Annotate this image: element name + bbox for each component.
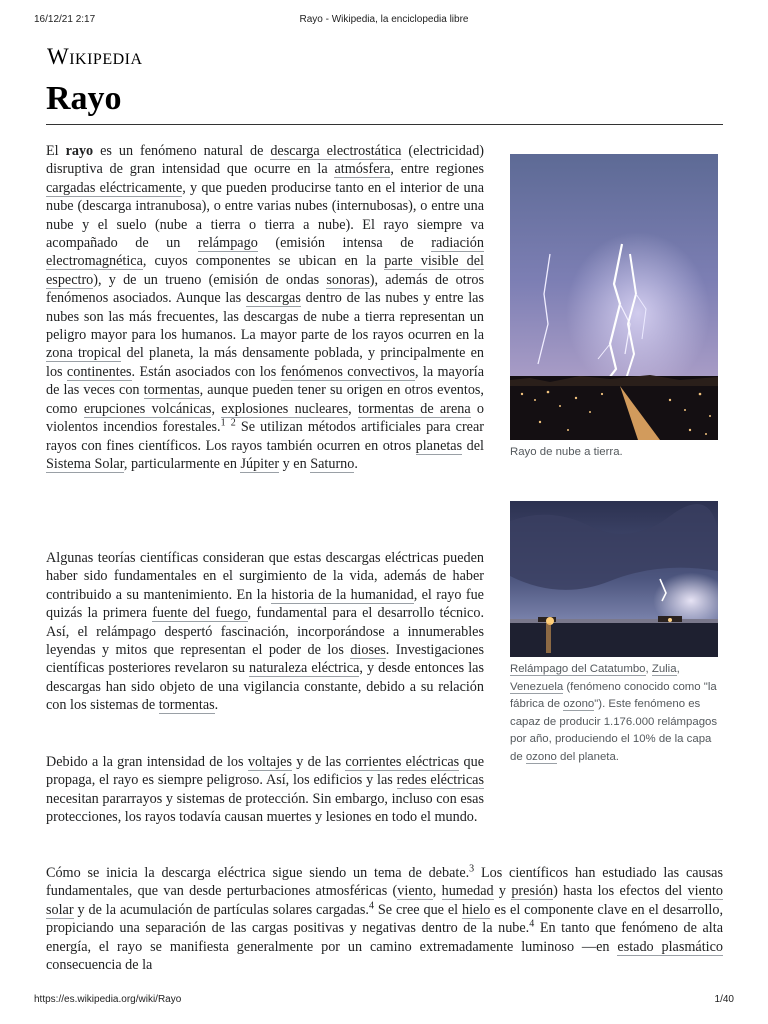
link-relampago-catatumbo[interactable]: Relámpago del Catatumbo: [510, 663, 646, 675]
print-date: 16/12/21 2:17: [34, 14, 96, 25]
figure1-caption: Rayo de nube a tierra.: [510, 446, 623, 458]
print-header: [34, 14, 734, 30]
link-erupciones-volcanicas[interactable]: erupciones volcánicas: [83, 400, 212, 417]
paragraph-history: Algunas teorías científicas consideran que estas descargas eléctricas pueden haber sido fundamentales en el surgimiento de la vida, además de haber contribuido a su mantenimiento. En la historia de la humanidad, el rayo fue quizás la primera fuente del fuego, fundamental para el desarrollo técnico. Así, el relámpago despertó fascinación, incorporándose a innumerables leyendas y mitos que representan el poder de los dioses. Investigaciones científicas posteriores revelaron su naturaleza eléctrica, y desde entonces las descargas han sido objeto de una vigilancia constante, debido a su relación con los sistemas de tormentas.: [46, 550, 485, 714]
lightning-city-image[interactable]: [510, 154, 718, 440]
link-continentes[interactable]: continentes: [66, 363, 132, 380]
link-viento-solar[interactable]: viento solar: [46, 883, 724, 918]
figure-relampago-catatumbo: [510, 501, 718, 767]
link-naturaleza-electrica[interactable]: naturaleza eléctrica: [249, 660, 360, 677]
link-saturno[interactable]: Saturno: [310, 455, 355, 472]
link-voltajes[interactable]: voltajes: [247, 754, 292, 770]
link-tormentas-de-arena[interactable]: tormentas de arena: [358, 400, 471, 417]
paragraph-intro: El rayo es un fenómeno natural de descarga electrostática (electricidad) disruptiva de gran intensidad que ocurre en la atmósfera, entre regiones cargadas eléctricamente, y que pueden producirse tanto en el interior de una nube (descarga intranubosa), o entre varias nubes (internubosas), o entre una nube y el suelo (nube a tierra o tierra a nube). El rayo siempre va acompañado de un relámpago (emisión intensa de radiación electromagnética, cuyos componentes se ubican en la parte visible del espectro), y de un trueno (emisión de ondas sonoras), además de otros fenómenos asociados. Aunque las descargas dentro de las nubes y entre las nubes son las más frecuentes, las descargas de nube a tierra representan un peligro mayor para los humanos. La mayor parte de los rayos ocurren en la zona tropical del planeta, la más densamente poblada, y principalmente en los continentes. Están asociados con los fenómenos convectivos, la mayoría de las veces con tormentas, aunque pueden tener su origen en otros eventos, como erupciones volcánicas, explosiones nucleares, tormentas de arena o violentos incendios forestales.$^1$ $^2$ Se utilizan métodos artificiales para crear rayos con fines científicos. Los rayos también ocurren en otros planetas del Sistema Solar, particularmente en Júpiter y en Saturno.: [46, 143, 485, 472]
print-url: https://es.wikipedia.org/wiki/Rayo: [34, 994, 182, 1005]
page-title: Rayo: [46, 80, 122, 117]
catatumbo-image[interactable]: [510, 501, 718, 657]
reference-1[interactable]: 1: [220, 417, 226, 429]
link-cargadas-electricamente[interactable]: cargadas eléctricamente: [46, 179, 183, 196]
link-explosiones-nucleares[interactable]: explosiones nucleares: [221, 400, 349, 417]
figure2-caption: Relámpago del Catatumbo, Zulia, Venezuela (fenómeno conocido como "la fábrica de ozono"). Este fenómeno es capaz de producir 1.176.000 relámpagos por año, produciendo el 10% de la capa de ozono del planeta.: [510, 663, 718, 763]
link-zulia[interactable]: Zulia: [651, 663, 677, 675]
paragraph-danger: Debido a la gran intensidad de los voltajes y de las corrientes eléctricas que propaga, el rayo es siempre peligroso. Así, los edificios y las redes eléctricas necesitan pararrayos y sistemas de protección. Sin embargo, incluso con esas protecciones, los rayos todavía causan muertes y lesiones en todo el mundo.: [46, 754, 484, 826]
link-corrientes-electricas[interactable]: corrientes eléctricas: [345, 754, 460, 770]
link-redes-electricas[interactable]: redes eléctricas: [396, 772, 484, 789]
print-tab-title: Rayo - Wikipedia, la enciclopedia libre: [299, 14, 469, 25]
wikipedia-wordmark[interactable]: Wikipedia: [47, 44, 143, 69]
link-descarga-electrostatica[interactable]: descarga electrostática: [270, 143, 402, 159]
reference-4b[interactable]: 4: [529, 918, 535, 930]
link-radiacion-electromagnetica[interactable]: radiación electromagnética: [46, 235, 484, 270]
link-descargas[interactable]: descargas: [245, 290, 301, 307]
link-venezuela[interactable]: Venezuela: [510, 680, 564, 693]
link-tormentas[interactable]: tormentas: [143, 382, 200, 399]
link-viento[interactable]: viento: [397, 883, 433, 900]
link-tormentas-2[interactable]: tormentas: [158, 697, 215, 714]
link-sistema-solar[interactable]: Sistema Solar: [46, 455, 124, 472]
link-jupiter[interactable]: Júpiter: [240, 455, 280, 472]
link-parte-visible-espectro[interactable]: parte visible del espectro: [46, 253, 484, 288]
link-zona-tropical[interactable]: zona tropical: [46, 345, 122, 362]
figure-rayo-nube-tierra: [510, 154, 718, 462]
print-footer: [34, 994, 734, 1005]
reference-3[interactable]: 3: [469, 863, 475, 875]
reference-2[interactable]: 2: [230, 417, 236, 429]
reference-4[interactable]: 4: [368, 900, 374, 912]
link-ozono[interactable]: ozono: [563, 698, 595, 711]
link-historia-humanidad[interactable]: historia de la humanidad: [271, 586, 414, 603]
link-hielo[interactable]: hielo: [462, 901, 491, 918]
link-estado-plasmatico[interactable]: estado plasmático: [617, 938, 723, 955]
link-ozono-2[interactable]: ozono: [525, 750, 557, 763]
page-counter: 1/40: [714, 994, 734, 1005]
link-sonoras[interactable]: sonoras: [326, 271, 370, 288]
link-presion[interactable]: presión: [511, 883, 554, 900]
link-fenomenos-convectivos[interactable]: fenómenos convectivos: [280, 363, 416, 380]
link-dioses[interactable]: dioses: [350, 642, 386, 659]
title-divider: [46, 124, 723, 125]
link-fuente-del-fuego[interactable]: fuente del fuego: [152, 605, 248, 622]
link-planetas[interactable]: planetas: [415, 437, 463, 454]
link-humedad[interactable]: humedad: [441, 883, 494, 900]
link-relampago[interactable]: relámpago: [197, 235, 258, 252]
link-atmosfera[interactable]: atmósfera: [334, 161, 391, 178]
paragraph-origin: Cómo se inicia la descarga eléctrica sigue siendo un tema de debate.$^3$ Los científicos han estudiado las causas fundamentales, que van desde perturbaciones atmosféricas (viento, humedad y presión) hasta los efectos del viento solar y de la acumulación de partículas solares cargadas.$^4$ Se cree que el hielo es el componente clave en el desarrollo, propiciando una separación de las cargas positivas y negativas dentro de la nube.$^4$ En tanto que fenómeno de alta energía, el rayo se manifiesta generalmente por un camino extremadamente luminoso —en estado plasmático consecuencia de la: [46, 863, 724, 974]
